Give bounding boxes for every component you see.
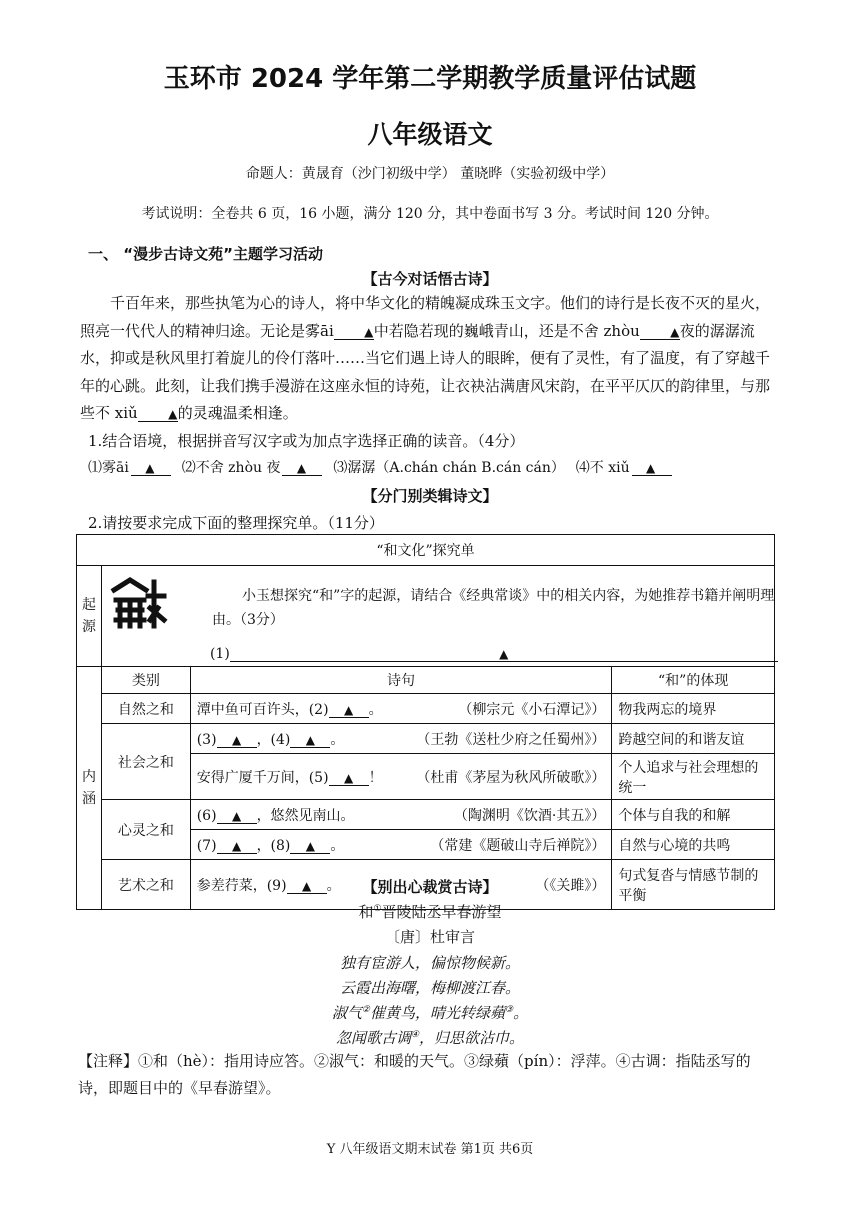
- answer-blank[interactable]: ▲: [287, 879, 327, 894]
- answer-blank[interactable]: ▲: [329, 703, 369, 718]
- question-2-stem: 2.请按要求完成下面的整理探究单。（11分）: [88, 514, 384, 532]
- answer-blank-4[interactable]: ▲: [632, 461, 672, 476]
- answer-blank[interactable]: ▲: [217, 839, 257, 854]
- embody-mind-1: 个体与自我的和解: [612, 800, 775, 830]
- col-header-embody: “和”的体现: [612, 667, 775, 694]
- exam-title: 玉环市 2024 学年第二学期教学质量评估试题: [163, 64, 697, 94]
- poem-title: 和①晋陵陆丞早春游望: [358, 903, 502, 921]
- poem-line-1: 独有宦游人，偏惊物候新。: [339, 954, 520, 972]
- poem-notes: 【注释】①和（hè）：指用诗应答。②淑气：和暖的天气。③绿蘋（pín）：浮萍。④古调：指陆丞写的诗，即题目中的《早春游望》。: [78, 1052, 751, 1097]
- question-1-answers: ⑴雾āi ▲ ⑵不舍 zhòu 夜 ▲ ⑶潺潺（A.chán chán B.cán cán） ⑷不 xiǔ ▲: [88, 457, 674, 477]
- poem-mind-2: (7) ▲ ，(8) ▲ 。 （常建《题破山寺后禅院》）: [190, 830, 612, 860]
- answer-blank[interactable]: ▲: [334, 325, 374, 340]
- poem-author: 〔唐〕杜审言: [384, 928, 475, 946]
- embody-social-2: 个人追求与社会理想的统一: [612, 754, 775, 800]
- poem-line-4: 忽闻歌古调④，归思欲沾巾。: [335, 1029, 525, 1047]
- section-1-heading: 一、 “漫步古诗文苑”主题学习活动: [88, 245, 323, 263]
- origin-answer-blank[interactable]: ▲: [230, 647, 778, 662]
- question-1-stem: 1.结合语境，根据拼音写汉字或为加点字选择正确的读音。（4分）: [88, 432, 525, 450]
- category-nature: 自然之和: [101, 694, 190, 724]
- poem-line-2: 云霞出海曙，梅柳渡江春。: [339, 979, 520, 997]
- poem-mind-1: (6) ▲ ，悠然见南山。 （陶渊明《饮酒·其五》）: [190, 800, 612, 830]
- subsection-1-heading: 【古今对话悟古诗】: [362, 270, 498, 288]
- origin-cell: [101, 566, 774, 667]
- exam-authors: 命题人：黄晟育（沙门初级中学） 董晓晔（实验初级中学）: [245, 166, 615, 182]
- answer-blank-2[interactable]: ▲: [282, 461, 322, 476]
- answer-blank[interactable]: ▲: [290, 839, 330, 854]
- origin-question: 小玉想探究“和”字的起源，请结合《经典常谈》中的相关内容，为她推荐书籍并阐明理由。（3分）: [211, 588, 775, 628]
- col-header-poem: 诗句: [190, 667, 612, 694]
- seal-script-he-icon: [110, 576, 168, 630]
- answer-blank[interactable]: ▲: [290, 733, 330, 748]
- answer-blank[interactable]: ▲: [640, 325, 680, 340]
- exam-instructions: 考试说明：全卷共 6 页，16 小题，满分 120 分，其中卷面书写 3 分。考试时间 120 分钟。: [141, 206, 719, 222]
- answer-blank[interactable]: ▲: [138, 407, 178, 422]
- embody-mind-2: 自然与心境的共鸣: [612, 830, 775, 860]
- poem-social-1: (3) ▲ ，(4) ▲ 。 （王勃《送杜少府之任蜀州》）: [190, 724, 612, 754]
- answer-blank-1[interactable]: ▲: [131, 461, 171, 476]
- answer-blank[interactable]: ▲: [217, 733, 257, 748]
- answer-blank[interactable]: ▲: [217, 809, 257, 824]
- table-title: “和文化”探究单: [77, 535, 775, 566]
- origin-label: 起 源: [77, 566, 102, 667]
- origin-answer: (1) ▲: [210, 646, 780, 662]
- embody-nature: 物我两忘的境界: [612, 694, 775, 724]
- category-mind: 心灵之和: [101, 800, 190, 860]
- poem-social-2: 安得广厦千万间，(5) ▲ ！ （杜甫《茅屋为秋风所破歌》）: [190, 754, 612, 800]
- subsection-2-heading: 【分门别类辑诗文】: [362, 487, 498, 505]
- exam-subtitle: 八年级语文: [367, 120, 493, 149]
- category-social: 社会之和: [101, 724, 190, 800]
- inner-label: 内 涵: [77, 667, 102, 910]
- col-header-category: 类别: [101, 667, 190, 694]
- poem-nature: 潭中鱼可百许头，(2) ▲ 。 （柳宗元《小石潭记》）: [190, 694, 612, 724]
- subsection-3-heading: 【别出心裁赏古诗】: [362, 878, 498, 896]
- poem-art: 参差荇菜，(9) ▲ 。 （《关雎》）: [190, 860, 612, 910]
- embody-social-1: 跨越空间的和谐友谊: [612, 724, 775, 754]
- answer-blank[interactable]: ▲: [329, 771, 369, 786]
- poem-line-3: 淑气②催黄鸟，晴光转绿蘋③。: [331, 1004, 529, 1022]
- embody-art: 句式复沓与情感节制的平衡: [612, 860, 775, 910]
- reading-passage: 千百年来，那些执笔为心的诗人，将中华文化的精魄凝成珠玉文字。他们的诗行是长夜不灭的星火，照亮一代代人的精神归途。无论是雾āi ▲中若隐若现的巍峨青山，还是不舍 zhòu ▲夜的潺潺流水，抑或是秋风里打着旋儿的伶仃落叶……当它们遇上诗人的眼眸，便有了灵性，有了温度，有了穿越千年的心跳。此刻，让我们携手漫游在这座永恒的诗苑，让衣袂沾满唐风宋韵，在平平仄仄的韵律里，与那些不 xiǔ ▲的灵魂温柔相逢。: [80, 294, 771, 422]
- category-art: 艺术之和: [101, 860, 190, 910]
- page-footer: Y 八年级语文期末试卷 第1页 共6页: [326, 1142, 534, 1157]
- inquiry-table: [76, 534, 775, 910]
